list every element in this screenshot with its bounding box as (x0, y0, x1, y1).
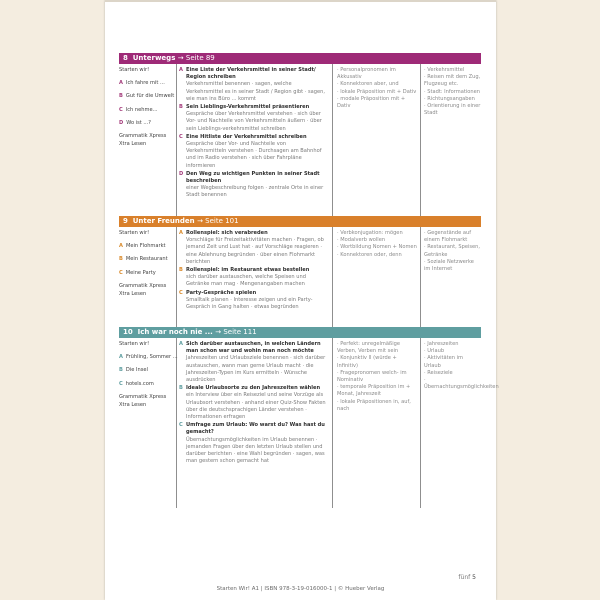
item-title-text: Den Weg zu wichtigen Punkten in seiner Stadt beschreiben (186, 170, 320, 185)
item-title-text: Rollenspiel: im Restaurant etwas bestellen (186, 267, 310, 274)
column-divider (332, 227, 333, 331)
document-page (105, 0, 499, 600)
item-letter: D (179, 170, 184, 177)
grammar-entry: · Fragepronomen welch- im Nominativ (337, 369, 407, 384)
nav-entry[interactable] (119, 394, 175, 401)
nav-entry[interactable] (119, 381, 175, 388)
item-title-text: Rollenspiel: sich verabreden (186, 230, 268, 236)
item-title (179, 422, 327, 436)
unit-title: Unterwegs (132, 54, 176, 62)
item-description: Übernachtungsmöglichkeiten im Urlaub benennen · jemanden Fragen über den letzten Urlaub stellen und darüber berichten · eine Wahl begründen · sagen, was man gestern schon gemacht hat (186, 436, 325, 465)
unit-header-bar (119, 327, 481, 338)
grammar-entry: · Konnektoren oder, denn (337, 251, 402, 258)
nav-label: hotels.com (125, 380, 154, 387)
nav-entry[interactable] (119, 402, 175, 409)
nav-entry[interactable] (119, 367, 175, 374)
nav-letter: B (119, 367, 123, 374)
nav-label: Mein Restaurant (125, 256, 168, 263)
vocabulary-entry: · Richtungsangaben (424, 95, 475, 102)
nav-label: Xtra Lesen (119, 402, 147, 409)
nav-entry[interactable] (119, 270, 175, 277)
unit-section-9 (119, 216, 481, 331)
item-title (179, 230, 327, 237)
nav-label: Ich fahre mit ... (125, 80, 165, 87)
nav-letter: A (119, 354, 123, 361)
nav-label: Xtra Lesen (119, 141, 147, 148)
vocabulary-column (424, 230, 481, 273)
unit-page-ref: → Seite 101 (197, 217, 239, 225)
nav-entry[interactable] (119, 341, 175, 348)
column-divider (420, 64, 421, 220)
vocabulary-entry: · Reiseziele (424, 369, 453, 376)
item-title-text: Eine Hitliste der Verkehrsmittel schreiben (186, 133, 307, 140)
nav-label: Wo ist ...? (126, 119, 151, 126)
nav-label: Starten wir! (119, 341, 150, 347)
grammar-entry: · Personalpronomen im Akkusativ (337, 67, 396, 81)
nav-letter: B (119, 93, 123, 100)
item-description: Gespräche über Vor- und Nachteile von Verkehrsmitteln verstehen · Durchsagen am Bahnhof und im Radio verstehen · sich über Fahrpläne informieren (186, 141, 322, 169)
grammar-entry: · lokale Präposition mit + Dativ (337, 88, 417, 95)
item-description: einer Wegbeschreibung folgen · zentrale Orte in einer Stadt benennen (186, 185, 324, 199)
unit-number: 10 (123, 328, 133, 336)
vocabulary-entry: · Gegenstände auf einem Flohmarkt (424, 230, 472, 244)
column-divider (176, 338, 177, 508)
vocabulary-entry: · Stadt: Informationen (424, 88, 481, 95)
grammar-column (337, 230, 417, 259)
item-title-text: Sein Lieblings-Verkehrsmittel präsentieren (186, 104, 310, 111)
grammar-entry: · Konjunktiv II (würde + Infinitiv) (337, 355, 397, 369)
grammar-entry: · lokale Präpositionen in, auf, nach (337, 398, 411, 412)
column-divider (176, 227, 177, 331)
nav-entry[interactable] (119, 93, 175, 100)
vocabulary-entry: · Übernachtungsmöglichkeiten (424, 377, 499, 391)
nav-label: Xtra Lesen (119, 291, 147, 298)
vocabulary-entry: · Jahreszeiten (424, 341, 459, 347)
unit-items (179, 341, 327, 466)
vocabulary-entry: · Restaurant, Speisen, Getränke (424, 244, 481, 258)
nav-label: Frühling, Sommer ... (125, 354, 178, 361)
item-description: Vorschläge für Freizeitaktivitäten machen · Fragen, ob jemand Zeit und Lust hat · auf Vorschläge reagieren · eine Ablehnung begründen · über einen Flohmarkt berichten (186, 237, 324, 265)
item-description: ein Interview über ein Reiseziel und seine Vorzüge als Urlaubsort verstehen · anhand einer Quiz-Show Fakten über die deutschsprachigen Länder verstehen · Informationen erfragen (186, 392, 326, 421)
unit-items (179, 230, 327, 312)
unit-navigation (119, 67, 175, 154)
item-title-text: Sich darüber austauschen, in welchen Ländern man schon war und wohin man noch möchte (186, 341, 321, 355)
vocabulary-entry: · Aktivitäten im Urlaub (424, 355, 463, 369)
item-title-text: Umfrage zum Urlaub: Wo warst du? Was hast du gemacht? (186, 422, 325, 436)
column-divider (420, 227, 421, 331)
item-description: Verkehrsmittel benennen · sagen, welche Verkehrsmittel es in seiner Stadt / Region gibt · sagen, wie man ins Büro ... kommt (186, 81, 326, 102)
item-description: sich darüber austauschen, welche Speisen und Getränke man mag · Mengenangaben machen (186, 274, 306, 288)
unit-columns (119, 227, 481, 331)
nav-label: Grammatik Xpress (119, 133, 167, 140)
nav-letter: C (119, 269, 123, 276)
item-description: Smalltalk planen · Interesse zeigen und ein Party-Gespräch in Gang halten · etwas begründen (186, 296, 313, 311)
item-description: Gespräche über Verkehrsmittel verstehen · sich über Vor- und Nachteile von Verkehrsmitteln äußern · über sein Lieblings-verkehrsmittel schreiben (186, 111, 322, 132)
nav-label: Starten wir! (119, 230, 150, 236)
nav-label: Grammatik Xpress (119, 393, 167, 400)
nav-entry[interactable] (119, 291, 175, 298)
item-title (179, 67, 327, 81)
item-letter: A (179, 67, 183, 73)
grammar-entry: · Perfekt: unregelmäßige Verben, Verben mit sein (337, 341, 400, 355)
nav-entry[interactable] (119, 120, 175, 127)
nav-label: Mein Flohmarkt (125, 243, 166, 250)
item-title-text: Ideale Urlaubsorte zu den Jahreszeiten wählen (186, 385, 321, 392)
item-title (179, 171, 327, 185)
unit-items (179, 67, 327, 201)
footer-imprint: Starten Wir! A1 | ISBN 978-3-19-016000-1 | © Hueber Verlag (216, 586, 385, 592)
vocabulary-entry: · Orientierung in einer Stadt (424, 103, 481, 117)
item-letter: B (179, 385, 183, 392)
grammar-entry: · Wortbildung Nomen + Nomen (337, 244, 417, 251)
unit-title: Unter Freunden (132, 217, 195, 225)
column-divider (176, 64, 177, 220)
unit-columns (119, 64, 481, 220)
item-title (179, 267, 327, 274)
item-title-text: Party-Gespräche spielen (186, 289, 257, 296)
nav-letter: C (119, 380, 123, 387)
column-divider (332, 338, 333, 508)
unit-columns (119, 338, 499, 508)
item-title (179, 385, 327, 392)
nav-label: Ich nehme... (125, 106, 158, 113)
item-letter: B (179, 267, 183, 274)
unit-section-10 (119, 327, 499, 508)
nav-label: Meine Party (125, 269, 156, 276)
nav-letter: D (119, 119, 124, 126)
vocabulary-entry: · Soziale Netzwerke im Internet (424, 258, 474, 273)
item-letter: C (179, 422, 183, 429)
nav-entry[interactable] (119, 256, 175, 263)
grammar-entry: · modale Präposition mit + Dativ (337, 95, 406, 110)
unit-navigation (119, 230, 175, 304)
nav-letter: C (119, 106, 123, 113)
vocabulary-entry: · Urlaub (424, 348, 445, 355)
item-title (179, 134, 327, 141)
nav-entry[interactable] (119, 354, 178, 361)
item-title (179, 104, 327, 111)
nav-label: Gut für die Umwelt (125, 93, 175, 100)
nav-entry[interactable] (119, 133, 175, 140)
vocabulary-column (424, 341, 499, 391)
item-title-text: Eine Liste der Verkehrsmittel in seiner Stadt/ Region schreiben (186, 67, 316, 81)
item-letter: B (179, 104, 183, 111)
grammar-column (337, 341, 417, 413)
item-letter: A (179, 230, 183, 236)
vocabulary-entry: · Verkehrsmittel (424, 67, 465, 73)
nav-label: Starten wir! (119, 67, 150, 73)
nav-letter: B (119, 256, 123, 263)
grammar-entry: · Konnektoren aber, und (337, 81, 399, 88)
vocabulary-column (424, 67, 481, 117)
unit-number: 8 (123, 54, 128, 62)
unit-page-ref: → Seite 111 (215, 328, 257, 336)
grammar-entry: · Verbkonjugation: mögen (337, 230, 403, 236)
unit-section-8 (119, 53, 481, 220)
column-divider (420, 338, 421, 508)
nav-entry[interactable] (119, 107, 175, 114)
item-description: Jahreszeiten und Urlaubsziele benennen · sich darüber austauschen, wann man gerne Urlaub macht · die Jahreszeiten-Typen im Kurs ermitteln · Wünsche ausdrücken (186, 355, 326, 384)
item-letter: C (179, 133, 183, 140)
grammar-entry: · Modalverb wollen (337, 237, 386, 244)
unit-title: Ich war noch nie ... (137, 328, 213, 336)
nav-label: Grammatik Xpress (119, 282, 167, 289)
item-title (179, 341, 327, 355)
nav-letter: A (119, 80, 123, 87)
page-number (458, 574, 476, 581)
grammar-entry: · temporale Präposition im + Monat, Jahreszeit (337, 384, 411, 398)
column-divider (332, 64, 333, 220)
item-title (179, 290, 327, 297)
nav-entry[interactable] (119, 283, 175, 290)
unit-navigation (119, 341, 178, 415)
nav-entry[interactable] (119, 230, 175, 237)
nav-letter: A (119, 243, 123, 250)
unit-page-ref: → Seite 89 (177, 54, 215, 62)
unit-header-bar (119, 53, 481, 64)
item-letter: C (179, 289, 183, 296)
page-edge (105, 0, 496, 2)
page-number-word: fünf (458, 574, 471, 581)
page-number-digit: 5 (472, 574, 476, 581)
nav-entry[interactable] (119, 243, 175, 250)
nav-entry[interactable] (119, 67, 175, 74)
nav-entry[interactable] (119, 141, 175, 148)
unit-number: 9 (123, 217, 128, 225)
grammar-column (337, 67, 417, 110)
nav-entry[interactable] (119, 80, 175, 87)
vocabulary-entry: · Reisen mit dem Zug, Flugzeug etc. (424, 74, 481, 88)
nav-label: Die Insel (125, 367, 148, 374)
item-letter: A (179, 341, 183, 347)
unit-header-bar (119, 216, 481, 227)
